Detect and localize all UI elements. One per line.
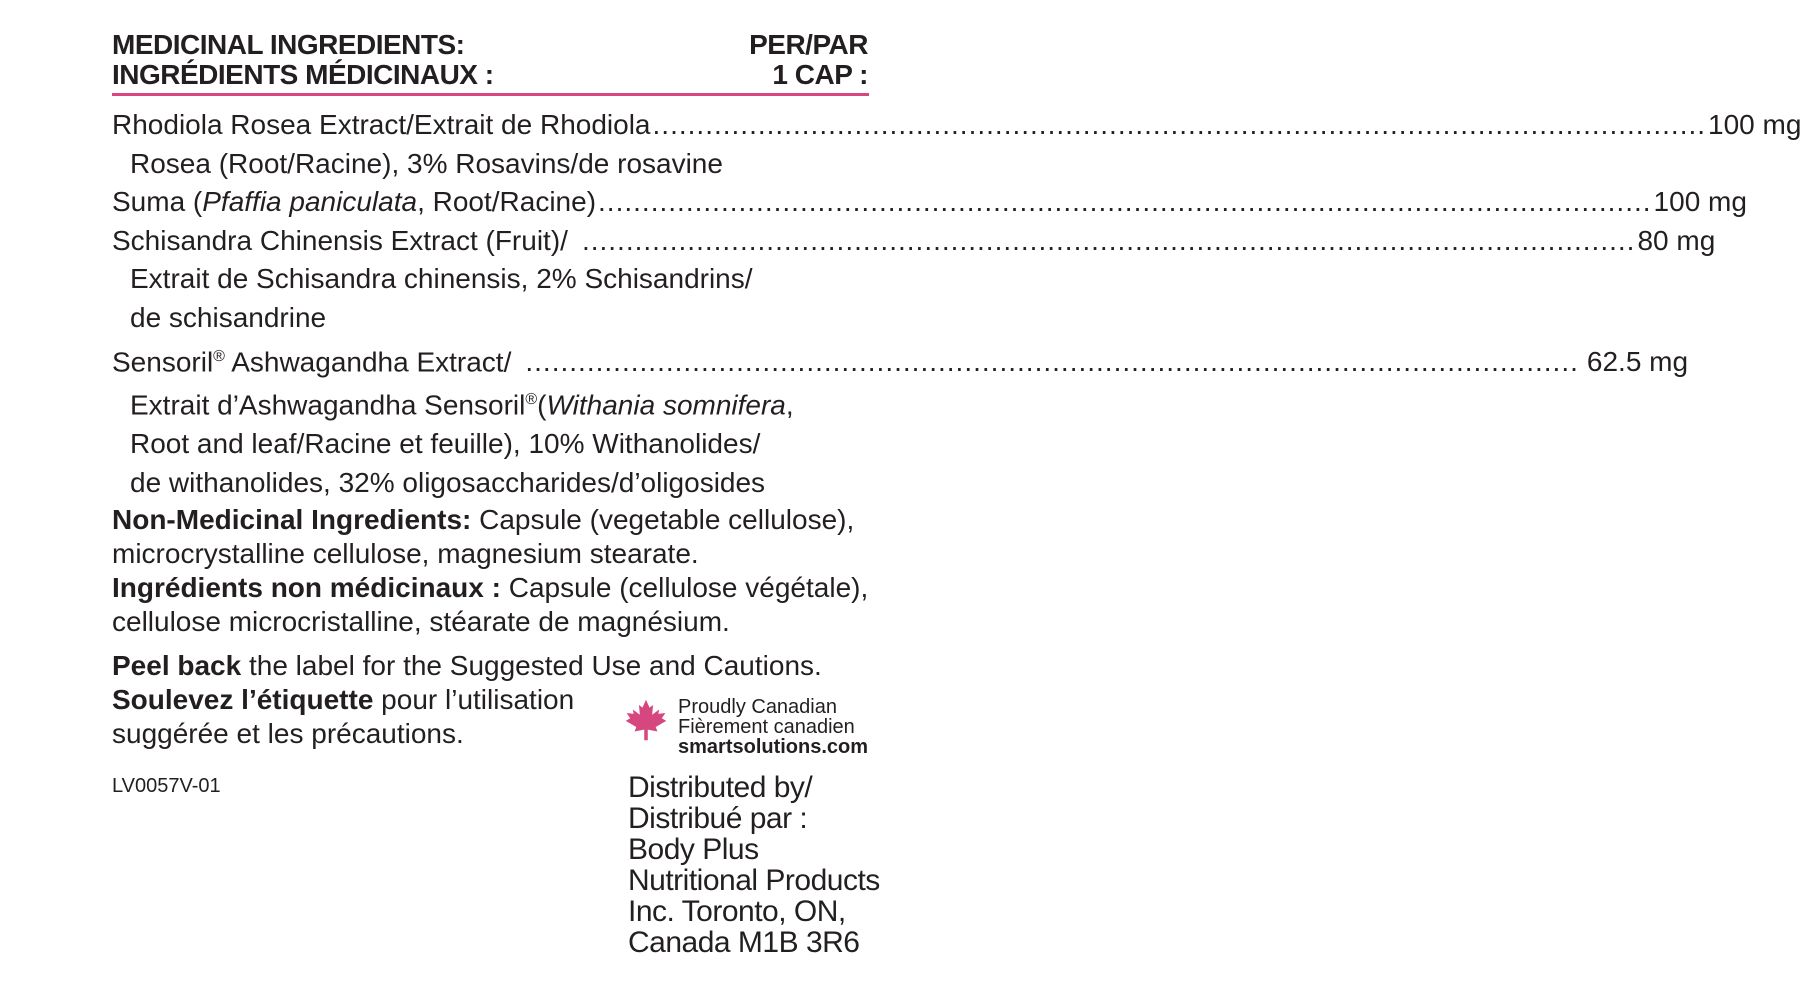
non-medicinal-ingredients: Non-Medicinal Ingredients: Capsule (vegetable cellulose), microcrystalline cellulose, magnesium stearate. Ingrédients non médicinaux : Capsule (cellulose végétale), cellulose microcristalline, stéarate de magnésium. [112, 504, 869, 637]
heading-fr: INGRÉDIENTS MÉDICINAUX : [112, 59, 494, 90]
header-divider [112, 93, 869, 96]
non-medicinal-label-en: Non-Medicinal Ingredients: [112, 504, 472, 535]
ingredient-list [112, 106, 1801, 503]
ingredient-row-suma [112, 183, 1747, 222]
maple-leaf-icon [624, 698, 668, 742]
one-cap-label: 1 CAP : [772, 59, 868, 90]
ingredient-name: Sensoril® Ashwagandha Extract/ [112, 345, 512, 377]
latin-name: Pfaffia paniculata [202, 186, 418, 218]
proudly-canadian-fr: Fièrement canadien [678, 716, 855, 738]
ingredient-detail: Extrait d’Ashwagandha Sensoril®(Withania somnifera, [130, 389, 794, 421]
dot-leader: ........................................................................................................................ [525, 345, 1579, 377]
per-par-label: PER/PAR [749, 29, 868, 60]
ingredient-amount: 100 mg [1708, 109, 1801, 140]
ingredient-amount: 62.5 mg [1586, 345, 1689, 377]
distributor-block: Distributed by/ Distribué par : Body Plus Nutritional Products Inc. Toronto, ON, Canada M1B 3R6 [628, 771, 880, 959]
ingredient-row-ashwagandha [112, 338, 1689, 382]
ingredient-name: Schisandra Chinensis Extract (Fruit)/ [112, 224, 568, 256]
ingredient-name: Suma (Pfaffia paniculata, Root/Racine) [112, 186, 597, 218]
heading-en: MEDICINAL INGREDIENTS: [112, 29, 465, 60]
dot-leader: ........................................................................................................................ [598, 186, 1652, 218]
medicinal-ingredients-heading [112, 30, 494, 90]
per-cap-heading [749, 30, 868, 90]
lot-code: LV0057V-01 [112, 775, 221, 797]
dot-leader: ........................................................................................................................ [581, 224, 1636, 256]
ingredient-detail: Extrait de Schisandra chinensis, 2% Schisandrins/ [130, 263, 753, 295]
ingredient-detail: de schisandrine [130, 301, 327, 333]
non-medicinal-label-fr: Ingrédients non médicinaux : [112, 572, 501, 603]
peel-back-label: Peel back [112, 650, 242, 681]
ingredient-amount: 80 mg [1637, 224, 1716, 256]
ingredient-amount: 100 mg [1653, 186, 1747, 218]
ingredient-name: Rhodiola Rosea Extract/Extrait de Rhodiola [112, 109, 651, 140]
dot-leader: ........................................................................................................................ [652, 109, 1707, 140]
ingredient-detail: de withanolides, 32% oligosaccharides/d’oligosides [130, 467, 766, 498]
proudly-canadian-block [678, 697, 868, 757]
ingredient-row-schisandra [112, 222, 1716, 261]
peel-back-notice: Peel back the label for the Suggested Use and Cautions. Soulevez l’étiquette pour l’utilisation suggérée et les précautions. [112, 650, 822, 749]
latin-name: Withania somnifera [546, 389, 786, 421]
ingredient-detail: Rosea (Root/Racine), 3% Rosavins/de rosavine [130, 147, 723, 179]
website-link[interactable]: smartsolutions.com [678, 736, 869, 758]
ingredient-row-rhodiola [112, 106, 1801, 145]
ingredient-detail: Root and leaf/Racine et feuille), 10% Withanolides/ [130, 428, 761, 460]
soulevez-label: Soulevez l’étiquette [112, 684, 374, 715]
proudly-canadian-en: Proudly Canadian [678, 696, 837, 718]
